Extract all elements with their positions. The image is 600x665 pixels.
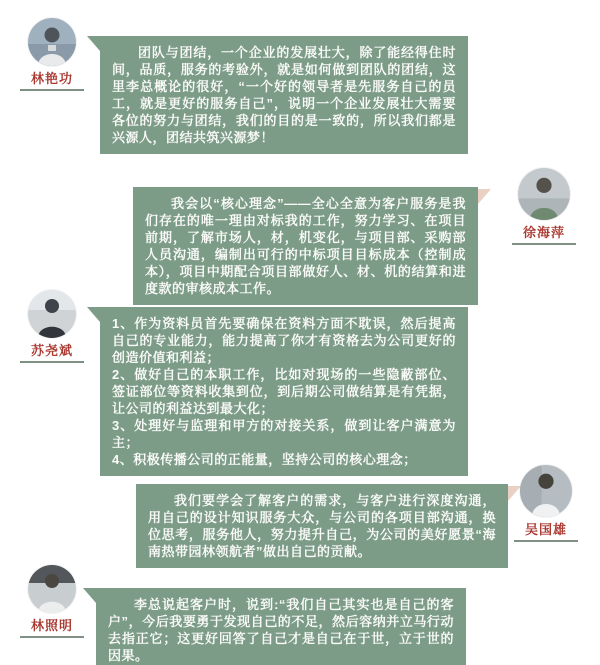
avatar-photo-5[interactable] [28, 565, 76, 613]
sender-name: 苏尧斌 [30, 343, 73, 358]
avatar-block-3 [12, 290, 92, 363]
name-underline [20, 636, 84, 638]
person-icon [520, 465, 572, 517]
bubble-tail-icon [478, 189, 491, 204]
message-line: 2、做好自己的本职工作，比如对现场的一些隐蔽部位、签证部位等资料收集到位，到后期公司做结算是有凭据，让公司的利益达到最大化； [112, 367, 456, 416]
sender-name: 吴国雄 [524, 522, 567, 537]
message-bubble-3 [100, 307, 468, 476]
avatar-photo-2[interactable] [518, 168, 570, 220]
message-text: 我会以“核心理念”——全心全意为客户服务是我们存在的唯一理由对标我的工作，努力学习、在项目前期，了解市场人，材，机变化，与项目部、采购部人员沟通，编制出可行的中标项目目标成本（控制成本），项目中期配合项目部做好人、材、机的结算和进度款的审核成本工作。 [145, 196, 466, 296]
message-bubble-5 [96, 588, 466, 665]
name-underline [20, 89, 84, 91]
message-text: 我们要学会了解客户的需求，与客户进行深度沟通，用自己的设计知识服务大众，与公司的各项目部沟通，换位思考，服务他人，努力提升自己，为公司的美好愿景“海南热带园林领航者”做出自己的贡献。 [148, 493, 496, 559]
message-line: 4、积极传播公司的正能量，坚持公司的核心理念； [112, 452, 417, 467]
message-bubble-1 [100, 36, 468, 154]
sender-name: 徐海萍 [522, 225, 565, 240]
name-underline [20, 361, 84, 363]
person-icon [28, 290, 76, 338]
person-icon [28, 565, 76, 613]
message-line: 1、作为资料员首先要确保在资料方面不耽误，然后提高自己的专业能力，能力提高了你才有资格去为公司更好的创造价值和利益； [112, 316, 456, 365]
name-underline [514, 540, 578, 542]
message-bubble-2 [133, 187, 478, 305]
message-text: 团队与团结，一个企业的发展壮大，除了能经得住时间，品质，服务的考验外，就是如何做到团队的团结，这里李总概论的很好，“一个好的领导者是先服务自己的员工，就是更好的服务自己”，说明一个企业发展壮大需要各位的努力与团结，我们的目的是一致的，所以我们都是兴源人，团结共筑兴源梦！ [112, 45, 456, 145]
sender-name: 林照明 [30, 618, 73, 633]
avatar-photo-4[interactable] [520, 465, 572, 517]
avatar-photo-3[interactable] [28, 290, 76, 338]
name-underline [512, 243, 576, 245]
avatar-block-1 [12, 18, 92, 91]
message-line: 3、处理好与监理和甲方的对接关系，做到让客户满意为主； [112, 418, 456, 450]
person-icon [518, 168, 570, 220]
avatar-block-2 [504, 168, 584, 245]
sender-name: 林艳功 [30, 71, 73, 86]
avatar-block-4 [506, 465, 586, 542]
message-text: 李总说起客户时，说到:“我们自己其实也是自己的客户”，今后我要勇于发现自己的不足，然后容纳并立马行动去指正它；这更好回答了自己才是自己在于世，立于世的因果。 [108, 597, 454, 663]
avatar-block-5 [12, 565, 92, 638]
message-bubble-4 [136, 484, 508, 568]
avatar-photo-1[interactable] [28, 18, 76, 66]
person-icon [28, 18, 76, 66]
